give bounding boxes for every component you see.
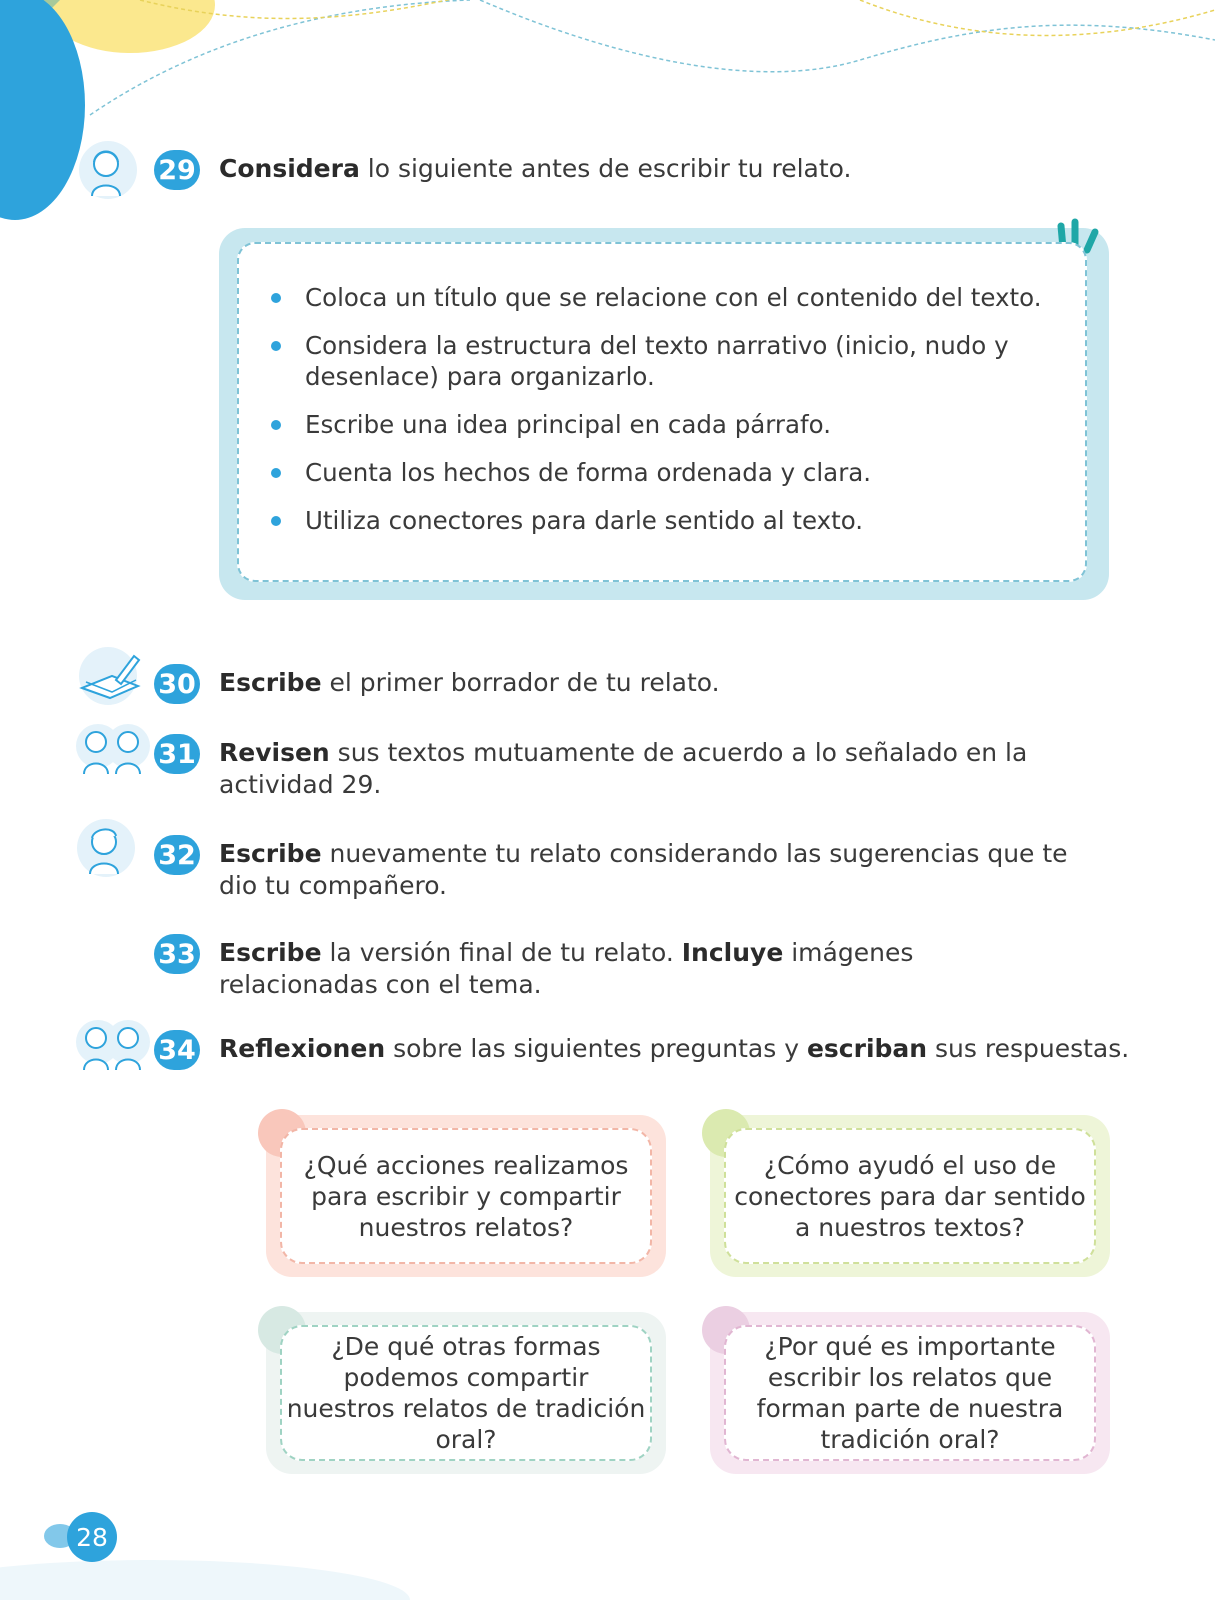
step-instruction: Considera lo siguiente antes de escribir tu relato. bbox=[219, 154, 852, 183]
tips-list bbox=[269, 282, 1059, 553]
step-number-badge: 32 bbox=[154, 835, 200, 875]
question-card bbox=[710, 1115, 1110, 1277]
student-boy-icon bbox=[76, 818, 136, 882]
tips-list-panel bbox=[237, 242, 1087, 582]
step-number-badge: 33 bbox=[154, 934, 200, 974]
student-girl-icon bbox=[78, 140, 138, 204]
step-instruction: Revisen sus textos mutuamente de acuerdo a lo señalado en la actividad 29. bbox=[219, 738, 1028, 799]
step-number-badge: 31 bbox=[154, 734, 200, 774]
step-number-badge: 34 bbox=[154, 1030, 200, 1070]
notebook-pencil-icon bbox=[76, 646, 144, 706]
step-instruction: Escribe el primer borrador de tu relato. bbox=[219, 668, 720, 697]
bullet-icon bbox=[271, 341, 281, 351]
step-instruction: Escribe la versión final de tu relato. Incluye imágenes relacionadas con el tema. bbox=[219, 938, 914, 999]
question-text: ¿De qué otras formas podemos compartir nuestros relatos de tradición oral? bbox=[280, 1325, 652, 1461]
step-instruction: Reflexionen sobre las siguientes preguntas y escriban sus respuestas. bbox=[219, 1034, 1130, 1063]
list-item: Escribe una idea principal en cada párrafo. bbox=[269, 409, 1059, 440]
student-pair-icon bbox=[76, 1012, 152, 1074]
student-pair-icon bbox=[76, 716, 152, 778]
question-text: ¿Qué acciones realizamos para escribir y compartir nuestros relatos? bbox=[280, 1128, 652, 1264]
question-card bbox=[266, 1115, 666, 1277]
step-number-badge: 30 bbox=[154, 664, 200, 704]
bullet-icon bbox=[271, 420, 281, 430]
bullet-icon bbox=[271, 516, 281, 526]
tips-box bbox=[219, 228, 1109, 600]
question-card bbox=[710, 1312, 1110, 1474]
question-text: ¿Cómo ayudó el uso de conectores para dar sentido a nuestros textos? bbox=[724, 1128, 1096, 1264]
list-item: Coloca un título que se relacione con el contenido del texto. bbox=[269, 282, 1059, 313]
question-text: ¿Por qué es importante escribir los relatos que forman parte de nuestra tradición oral? bbox=[724, 1325, 1096, 1461]
question-card bbox=[266, 1312, 666, 1474]
bullet-icon bbox=[271, 468, 281, 478]
step-number-badge: 29 bbox=[154, 150, 200, 190]
step-instruction: Escribe nuevamente tu relato considerando las sugerencias que te dio tu compañero. bbox=[219, 839, 1068, 900]
list-item: Utiliza conectores para darle sentido al texto. bbox=[269, 505, 1059, 536]
list-item: Cuenta los hechos de forma ordenada y clara. bbox=[269, 457, 1059, 488]
list-item: Considera la estructura del texto narrativo (inicio, nudo y desenlace) para organizarlo. bbox=[269, 330, 1059, 392]
bullet-icon bbox=[271, 293, 281, 303]
page-number: 28 bbox=[67, 1512, 117, 1562]
